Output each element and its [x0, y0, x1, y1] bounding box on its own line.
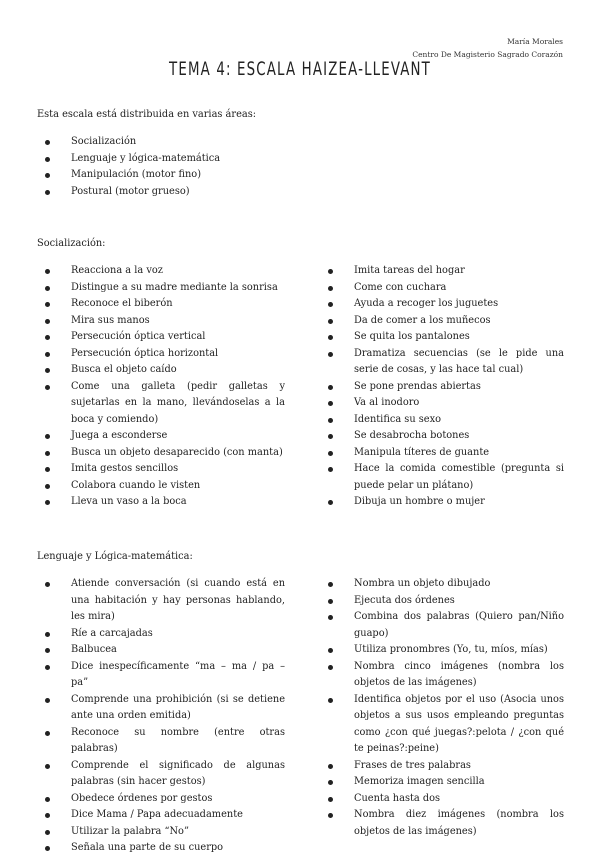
list-item: Ríe a carcajadas [37, 626, 285, 643]
list-item: Utiliza pronombres (Yo, tu, míos, mías) [320, 642, 564, 659]
section-heading: Lenguaje y Lógica-matemática: [37, 551, 193, 562]
socializacion-left-list [37, 263, 285, 511]
list-item: Manipula títeres de guante [320, 445, 564, 462]
list-item: Colabora cuando le visten [37, 478, 285, 495]
list-item: Distingue a su madre mediante la sonrisa [37, 280, 285, 297]
list-item: Dice inespecíficamente “ma – ma / pa – pa” [37, 659, 285, 692]
list-item: Comprende el significado de algunas palabras (sin hacer gestos) [37, 758, 285, 791]
list-item: Lleva un vaso a la boca [37, 494, 285, 511]
list-item: Busca el objeto caído [37, 362, 285, 379]
list-item: Memoriza imagen sencilla [320, 774, 564, 791]
list-item: Juega a esconderse [37, 428, 285, 445]
list-item: Identifica objetos por el uso (Asocia unos objetos a sus usos empleando preguntas como ¿con qué juegas?:pelota / ¿con qué te peinas?:peine) [320, 692, 564, 758]
list-item: Imita tareas del hogar [320, 263, 564, 280]
list-item: Dibuja un hombre o mujer [320, 494, 564, 511]
list-item: Mira sus manos [37, 313, 285, 330]
list-item: Frases de tres palabras [320, 758, 564, 775]
list-item: Va al inodoro [320, 395, 564, 412]
list-item: Combina dos palabras (Quiero pan/Niño guapo) [320, 609, 564, 642]
list-item: Reconoce el biberón [37, 296, 285, 313]
socializacion-right-list [320, 263, 564, 511]
list-item: Dice Mama / Papa adecuadamente [37, 807, 285, 824]
list-item: Utilizar la palabra “No” [37, 824, 285, 841]
list-item: Persecución óptica vertical [37, 329, 285, 346]
list-item: Postural (motor grueso) [37, 184, 297, 201]
list-item: Se quita los pantalones [320, 329, 564, 346]
list-item: Come con cuchara [320, 280, 564, 297]
list-item: Señala una parte de su cuerpo [37, 840, 285, 857]
institution-name: Centro De Magisterio Sagrado Corazón [412, 50, 563, 59]
list-item: Imita gestos sencillos [37, 461, 285, 478]
intro-text: Esta escala está distribuida en varias áreas: [37, 109, 257, 120]
list-item: Nombra diez imágenes (nombra los objetos de las imágenes) [320, 807, 564, 840]
list-item: Come una galleta (pedir galletas y sujetarlas en la mano, llevándoselas a la boca y comiendo) [37, 379, 285, 429]
list-item: Obedece órdenes por gestos [37, 791, 285, 808]
list-item: Nombra un objeto dibujado [320, 576, 564, 593]
page-title: TEMA 4: ESCALA HAIZEA-LLEVANT [169, 58, 431, 80]
list-item: Hace la comida comestible (pregunta si puede pelar un plátano) [320, 461, 564, 494]
list-item: Comprende una prohibición (si se detiene ante una orden emitida) [37, 692, 285, 725]
list-item: Atiende conversación (si cuando está en una habitación y hay personas hablando, les mira) [37, 576, 285, 626]
list-item: Ejecuta dos órdenes [320, 593, 564, 610]
list-item: Nombra cinco imágenes (nombra los objetos de las imágenes) [320, 659, 564, 692]
list-item: Manipulación (motor fino) [37, 167, 297, 184]
author-name: María Morales [507, 37, 563, 46]
list-item: Da de comer a los muñecos [320, 313, 564, 330]
list-item: Lenguaje y lógica-matemática [37, 151, 297, 168]
list-item: Socialización [37, 134, 297, 151]
list-item: Cuenta hasta dos [320, 791, 564, 808]
list-item: Se pone prendas abiertas [320, 379, 564, 396]
list-item: Balbucea [37, 642, 285, 659]
list-item: Identifica su sexo [320, 412, 564, 429]
list-item: Persecución óptica horizontal [37, 346, 285, 363]
list-item: Busca un objeto desaparecido (con manta) [37, 445, 285, 462]
areas-list [37, 134, 297, 200]
list-item: Ayuda a recoger los juguetes [320, 296, 564, 313]
list-item: Dramatiza secuencias (se le pide una serie de cosas, y las hace tal cual) [320, 346, 564, 379]
list-item: Se desabrocha botones [320, 428, 564, 445]
section-heading: Socialización: [37, 238, 106, 249]
list-item: Reacciona a la voz [37, 263, 285, 280]
list-item: Reconoce su nombre (entre otras palabras) [37, 725, 285, 758]
lenguaje-right-list [320, 576, 564, 840]
lenguaje-left-list [37, 576, 285, 857]
